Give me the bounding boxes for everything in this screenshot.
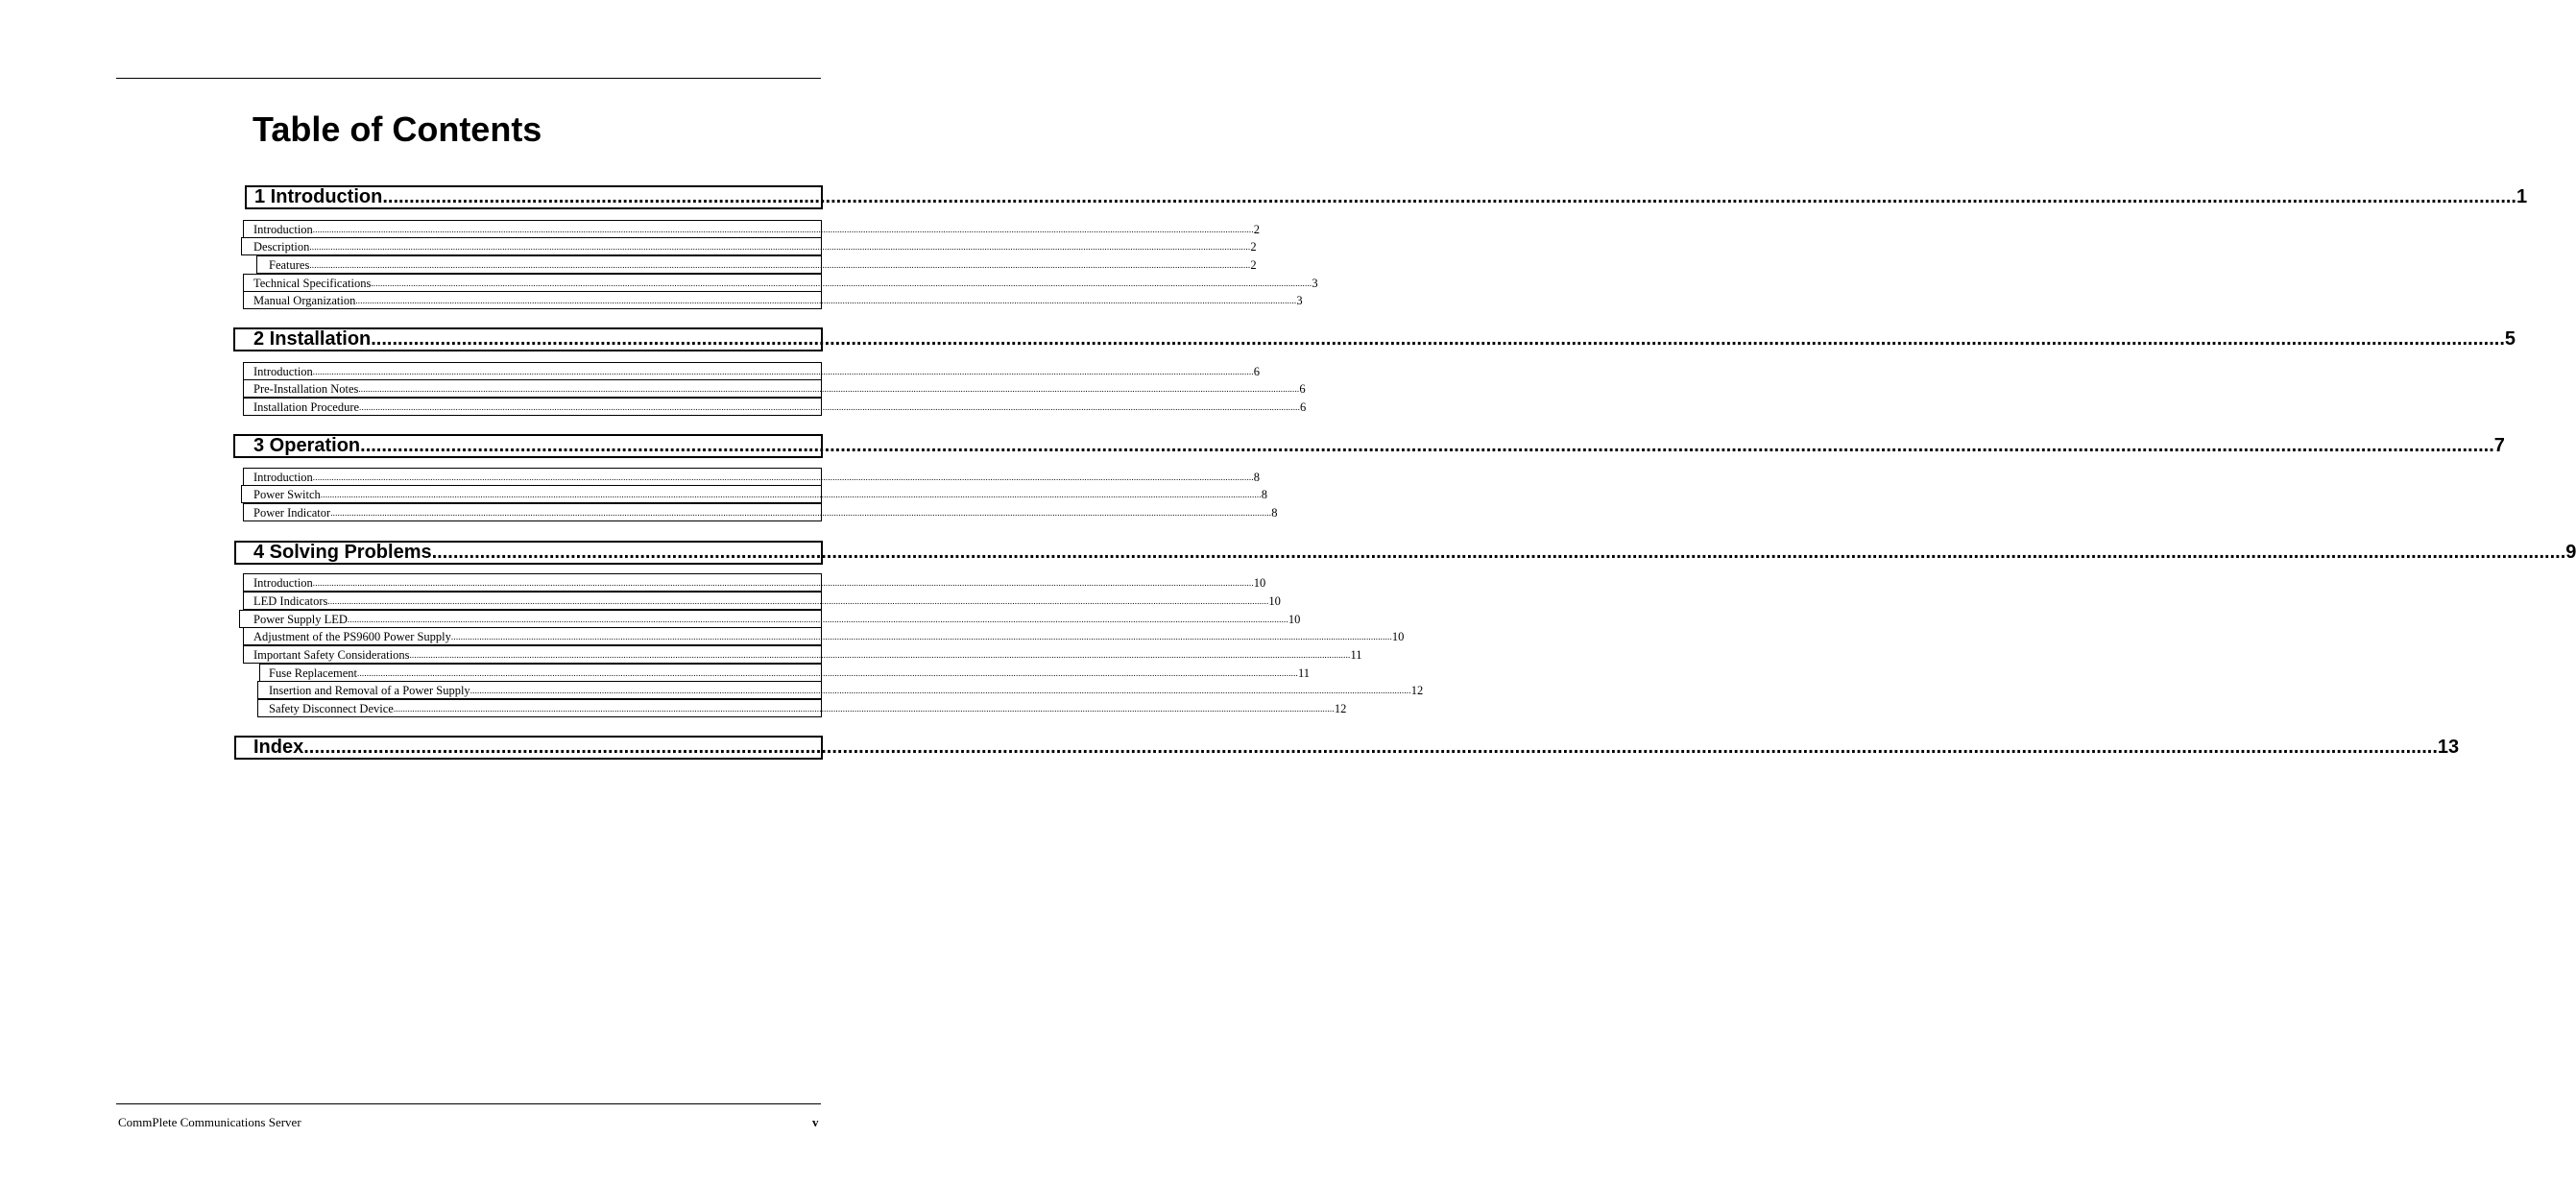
header-rule [116, 78, 821, 79]
toc-entry-label: Introduction [253, 471, 313, 484]
toc-entry-page: 6 [1253, 365, 1261, 378]
dot-leader: ................................................................................................................................................................................................................................................................................................................................................................................................................ [303, 737, 2438, 758]
toc-entry-page: 12 [1410, 684, 1424, 697]
toc-entry-page: 8 [1253, 471, 1261, 484]
toc-entry-label: 4 Solving Problems [253, 542, 432, 563]
toc-entry-page: 7 [2493, 435, 2505, 456]
toc-entry-label: Introduction [253, 576, 313, 590]
toc-entry-label: Index [253, 737, 304, 758]
toc-subsection-fuse-replacement[interactable] [259, 664, 1311, 682]
toc-entry-page: 13 [2437, 737, 2460, 758]
toc-section-technical-specifications[interactable] [243, 274, 1318, 292]
dot-leader: ................................................................................................................................................................................................................................................................................................................................................................................................................ [357, 668, 1298, 678]
dot-leader: ................................................................................................................................................................................................................................................................................................................................................................................................................ [312, 578, 1254, 588]
toc-section-introduction[interactable] [243, 362, 1261, 380]
dot-leader: ................................................................................................................................................................................................................................................................................................................................................................................................................ [312, 472, 1254, 482]
toc-entry-label: Safety Disconnect Device [269, 702, 394, 715]
toc-entry-label: Installation Procedure [253, 400, 360, 414]
toc-entry-label: Adjustment of the PS9600 Power Supply [253, 630, 451, 643]
toc-chapter-index[interactable] [234, 736, 2460, 760]
dot-leader: ................................................................................................................................................................................................................................................................................................................................................................................................................ [347, 615, 1288, 624]
toc-entry-label: Important Safety Considerations [253, 648, 410, 662]
dot-leader: ................................................................................................................................................................................................................................................................................................................................................................................................................ [358, 384, 1300, 394]
toc-entry-page: 6 [1299, 382, 1306, 396]
toc-entry-label: Power Supply LED [253, 613, 348, 626]
toc-chapter-solving-problems[interactable] [234, 541, 2576, 565]
toc-entry-page: 8 [1261, 488, 1268, 501]
footer-document-title: CommPlete Communications Server [118, 1115, 301, 1129]
toc-entry-label: Power Indicator [253, 506, 331, 520]
toc-entry-page: 8 [1271, 506, 1278, 520]
toc-entry-page: 5 [2504, 328, 2516, 350]
toc-entry-label: Insertion and Removal of a Power Supply [269, 684, 470, 697]
toc-entry-page: 10 [1391, 630, 1405, 643]
toc-entry-page: 9 [2565, 542, 2576, 563]
toc-entry-label: 3 Operation [253, 435, 361, 456]
toc-entry-page: 10 [1253, 576, 1266, 590]
dot-leader: ................................................................................................................................................................................................................................................................................................................................................................................................................ [371, 328, 2505, 350]
toc-section-power-indicator[interactable] [243, 503, 1278, 521]
dot-leader: ................................................................................................................................................................................................................................................................................................................................................................................................................ [309, 242, 1251, 252]
dot-leader: ................................................................................................................................................................................................................................................................................................................................................................................................................ [371, 278, 1312, 288]
toc-entry-page: 6 [1300, 400, 1307, 414]
toc-entry-label: Features [269, 258, 310, 272]
toc-entry-label: Fuse Replacement [269, 666, 357, 680]
toc-entry-label: 1 Introduction [254, 186, 383, 207]
toc-chapter-installation[interactable] [233, 327, 2516, 351]
toc-entry-page: 11 [1298, 666, 1311, 680]
dot-leader: ................................................................................................................................................................................................................................................................................................................................................................................................................ [309, 260, 1251, 270]
toc-section-introduction[interactable] [243, 468, 1261, 486]
toc-entry-label: Manual Organization [253, 294, 356, 307]
toc-entry-label: LED Indicators [253, 594, 328, 608]
dot-leader: ................................................................................................................................................................................................................................................................................................................................................................................................................ [393, 704, 1335, 714]
dot-leader: ................................................................................................................................................................................................................................................................................................................................................................................................................ [355, 296, 1297, 305]
toc-entry-page: 10 [1268, 594, 1281, 608]
footer-rule [116, 1103, 821, 1104]
toc-entry-page: 1 [2516, 186, 2528, 207]
toc-section-power-supply-led[interactable] [239, 610, 1301, 628]
dot-leader: ................................................................................................................................................................................................................................................................................................................................................................................................................ [327, 596, 1269, 606]
toc-chapter-operation[interactable] [233, 434, 2505, 458]
toc-entry-page: 3 [1312, 277, 1318, 290]
toc-entry-page: 3 [1296, 294, 1303, 307]
toc-subsection-features[interactable] [256, 255, 1257, 274]
dot-leader: ................................................................................................................................................................................................................................................................................................................................................................................................................ [312, 367, 1254, 376]
toc-section-led-indicators[interactable] [243, 592, 1281, 610]
toc-entry-label: Pre-Installation Notes [253, 382, 359, 396]
page-title: Table of Contents [253, 109, 542, 149]
toc-entry-page: 2 [1253, 223, 1261, 236]
toc-section-important-safety-considerations[interactable] [243, 645, 1362, 664]
toc-section-manual-organization[interactable] [243, 291, 1303, 309]
toc-entry-label: Introduction [253, 365, 313, 378]
dot-leader: ................................................................................................................................................................................................................................................................................................................................................................................................................ [450, 632, 1392, 641]
dot-leader: ................................................................................................................................................................................................................................................................................................................................................................................................................ [431, 542, 2566, 563]
dot-leader: ................................................................................................................................................................................................................................................................................................................................................................................................................ [409, 650, 1351, 660]
dot-leader: ................................................................................................................................................................................................................................................................................................................................................................................................................ [469, 686, 1411, 695]
toc-entry-page: 2 [1250, 240, 1257, 254]
toc-entry-label: Introduction [253, 223, 313, 236]
toc-subsection-insertion-removal-power-supply[interactable] [257, 681, 1424, 699]
dot-leader: ................................................................................................................................................................................................................................................................................................................................................................................................................ [382, 186, 2516, 207]
footer-page-number: v [812, 1115, 819, 1129]
toc-entry-page: 11 [1350, 648, 1362, 662]
toc-section-description[interactable] [241, 237, 1257, 255]
toc-chapter-introduction[interactable] [245, 185, 2528, 209]
toc-section-adjustment-ps9600[interactable] [243, 627, 1405, 645]
toc-entry-label: Technical Specifications [253, 277, 372, 290]
toc-section-power-switch[interactable] [241, 485, 1268, 503]
toc-section-introduction[interactable] [243, 220, 1261, 238]
toc-entry-label: Description [253, 240, 310, 254]
toc-entry-page: 2 [1250, 258, 1257, 272]
toc-subsection-safety-disconnect-device[interactable] [257, 699, 1347, 717]
toc-section-introduction[interactable] [243, 573, 1266, 592]
toc-entry-page: 12 [1334, 702, 1347, 715]
toc-entry-label: 2 Installation [253, 328, 372, 350]
dot-leader: ................................................................................................................................................................................................................................................................................................................................................................................................................ [360, 435, 2494, 456]
dot-leader: ................................................................................................................................................................................................................................................................................................................................................................................................................ [312, 225, 1254, 234]
dot-leader: ................................................................................................................................................................................................................................................................................................................................................................................................................ [320, 490, 1262, 499]
toc-section-installation-procedure[interactable] [243, 398, 1307, 416]
toc-section-pre-installation-notes[interactable] [243, 379, 1306, 398]
toc-entry-page: 10 [1288, 613, 1301, 626]
toc-entry-label: Power Switch [253, 488, 321, 501]
dot-leader: ................................................................................................................................................................................................................................................................................................................................................................................................................ [330, 508, 1272, 518]
dot-leader: ................................................................................................................................................................................................................................................................................................................................................................................................................ [359, 402, 1301, 412]
